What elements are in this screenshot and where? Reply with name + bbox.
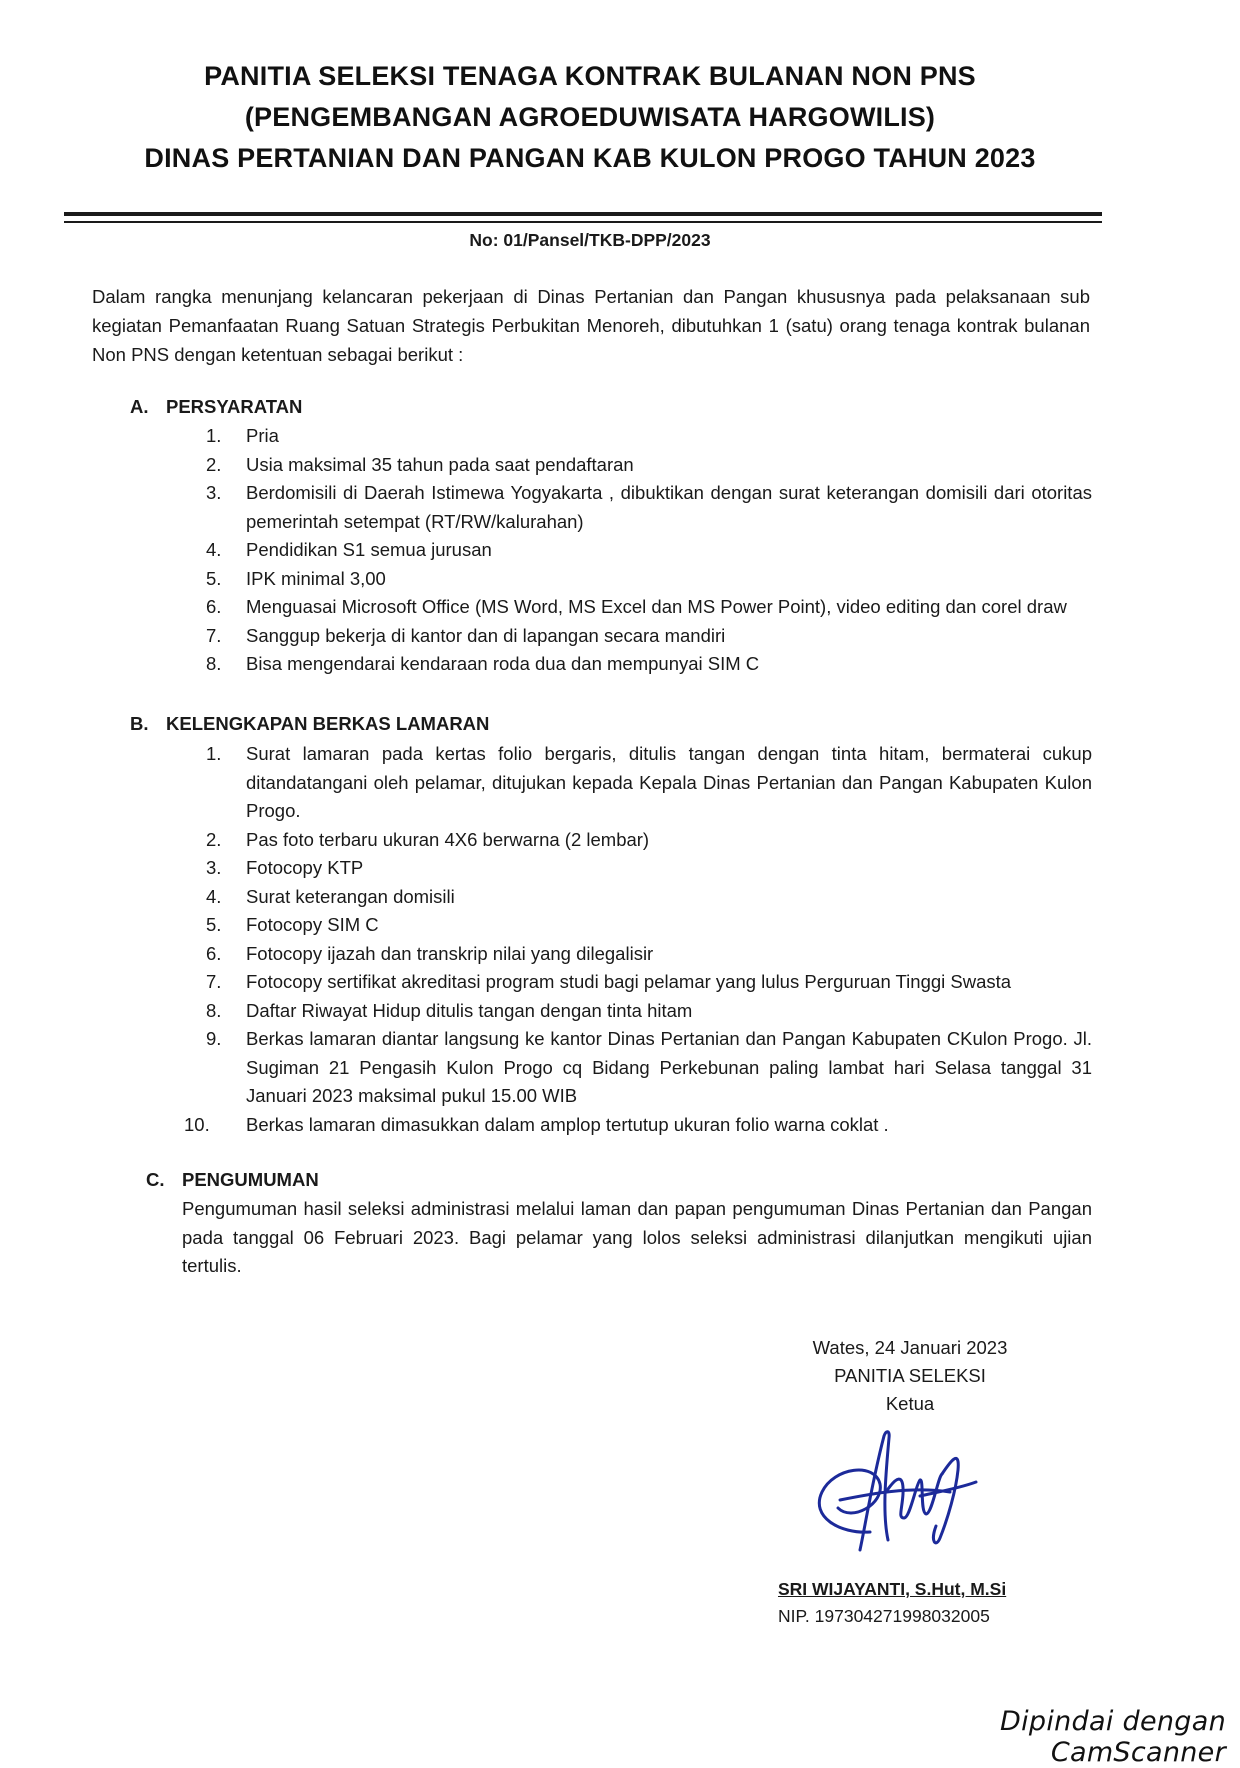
section-title-text: KELENGKAPAN BERKAS LAMARAN (166, 713, 490, 734)
item-text: Berkas lamaran diantar langsung ke kantor Dinas Pertanian dan Pangan Kabupaten CKulon Progo. Jl. Sugiman 21 Pengasih Kulon Progo cq Bidang Perkebunan paling lambat hari Selasa tanggal 31 Januari 2023 maksimal pukul 15.00 WIB (246, 1028, 1092, 1106)
item-text: Pas foto terbaru ukuran 4X6 berwarna (2 lembar) (246, 828, 650, 850)
list-item (206, 451, 1092, 480)
item-text: Menguasai Microsoft Office (MS Word, MS Excel dan MS Power Point), video editing dan corel draw (246, 596, 1067, 617)
item-text: Fotocopy sertifikat akreditasi program studi bagi pelamar yang lulus Perguruan Tinggi Swasta (246, 971, 1012, 992)
item-number: 7. (206, 624, 222, 646)
item-number: 4. (206, 885, 222, 907)
item-text: Surat lamaran pada kertas folio bergaris, ditulis tangan dengan tinta hitam, bermaterai cukup ditandatangani oleh pelamar, ditujukan kepada Kepala Dinas Pertanian dan Pangan Kabupaten Kulon Progo. (246, 743, 1092, 821)
signature-block (760, 1334, 1060, 1418)
item-text: Bisa mengendarai kendaraan roda dua dan mempunyai SIM C (246, 653, 760, 674)
item-number: 8. (206, 653, 222, 674)
item-number: 3. (206, 857, 222, 878)
list-item (206, 593, 1092, 622)
document-number: No: 01/Pansel/TKB-DPP/2023 (469, 230, 711, 250)
list-item (206, 1025, 1092, 1111)
list-item (206, 740, 1092, 826)
item-number: 6. (206, 942, 222, 964)
announcement-paragraph: Pengumuman hasil seleksi administrasi melalui laman dan papan pengumuman Dinas Pertanian dan Pangan pada tanggal 06 Februari 2023. Bagi pelamar yang lolos seleksi administrasi dilanjutkan mengikuti ujian tertulis. (182, 1198, 1092, 1276)
application-documents-list (184, 740, 1092, 1139)
heading-divider-thick (64, 212, 1102, 216)
heading-divider-thin (64, 221, 1102, 223)
item-text: Fotocopy KTP (246, 857, 364, 878)
item-number: 5. (206, 567, 222, 589)
item-text: Fotocopy ijazah dan transkrip nilai yang dilegalisir (246, 942, 654, 964)
heading-line-3: DINAS PERTANIAN DAN PANGAN KAB KULON PROGO TAHUN 2023 (144, 143, 1036, 173)
list-item (206, 622, 1092, 651)
list-item (206, 968, 1092, 997)
item-number: 1. (206, 425, 222, 446)
item-text: IPK minimal 3,00 (246, 567, 386, 589)
section-c-title (146, 1166, 319, 1194)
list-item (206, 997, 1092, 1026)
section-b-title (130, 710, 489, 738)
section-letter: C. (146, 1169, 165, 1190)
committee-role: Ketua (885, 1393, 935, 1414)
item-text: Usia maksimal 35 tahun pada saat pendaftaran (246, 453, 634, 475)
signer-name: SRI WIJAYANTI, S.Hut, M.Si (778, 1579, 1007, 1599)
item-number: 2. (206, 828, 222, 850)
committee-name: PANITIA SELEKSI (834, 1365, 986, 1386)
scanner-watermark: Dipindai dengan CamScanner (1000, 1706, 1226, 1768)
section-letter: B. (130, 713, 149, 734)
item-text: Daftar Riwayat Hidup ditulis tangan dengan tinta hitam (246, 999, 693, 1021)
section-title-text: PERSYARATAN (166, 396, 303, 417)
list-item (206, 650, 1092, 679)
section-a-title (130, 393, 302, 421)
section-letter: A. (130, 396, 149, 417)
list-item (206, 565, 1092, 594)
document-heading (0, 56, 1180, 179)
item-text: Berdomisili di Daerah Istimewa Yogyakarta , dibuktikan dengan surat keterangan domisili dari otoritas pemerintah setempat (RT/RW/kalurahan) (246, 482, 1092, 532)
list-item (206, 826, 1092, 855)
item-text: Surat keterangan domisili (246, 885, 455, 907)
list-item (206, 940, 1092, 969)
list-item (184, 1111, 1092, 1140)
item-number: 7. (206, 971, 222, 992)
heading-line-1: PANITIA SELEKSI TENAGA KONTRAK BULANAN NON PNS (204, 61, 976, 91)
list-item (206, 479, 1092, 536)
item-text: Fotocopy SIM C (246, 914, 379, 935)
item-number: 9. (206, 1028, 222, 1049)
intro-paragraph: Dalam rangka menunjang kelancaran pekerjaan di Dinas Pertanian dan Pangan khususnya pada pelaksanaan sub kegiatan Pemanfaatan Ruang Satuan Strategis Perbukitan Menoreh, dibutuhkan 1 (satu) orang tenaga kontrak bulanan Non PNS dengan ketentuan sebagai berikut : (92, 286, 1090, 365)
item-text: Sanggup bekerja di kantor dan di lapangan secara mandiri (246, 624, 726, 646)
list-item (206, 854, 1092, 883)
item-text: Pria (246, 425, 279, 446)
list-item (206, 536, 1092, 565)
item-number: 5. (206, 914, 222, 935)
item-number: 4. (206, 539, 222, 560)
place-date: Wates, 24 Januari 2023 (812, 1337, 1008, 1358)
signer-nip: NIP. 197304271998032005 (778, 1606, 990, 1626)
item-text: Pendidikan S1 semua jurusan (246, 539, 492, 560)
requirements-list (206, 422, 1092, 679)
item-text: Berkas lamaran dimasukkan dalam amplop tertutup ukuran folio warna coklat . (246, 1113, 889, 1135)
heading-line-2: (PENGEMBANGAN AGROEDUWISATA HARGOWILIS) (244, 102, 936, 132)
item-number: 3. (206, 482, 222, 503)
list-item (206, 422, 1092, 451)
handwritten-signature (800, 1422, 980, 1562)
item-number: 1. (206, 743, 222, 764)
section-title-text: PENGUMUMAN (182, 1169, 319, 1190)
list-item (206, 911, 1092, 940)
item-number: 10. (184, 1113, 210, 1135)
item-number: 6. (206, 596, 222, 617)
list-item (206, 883, 1092, 912)
item-number: 8. (206, 999, 222, 1021)
item-number: 2. (206, 453, 222, 475)
